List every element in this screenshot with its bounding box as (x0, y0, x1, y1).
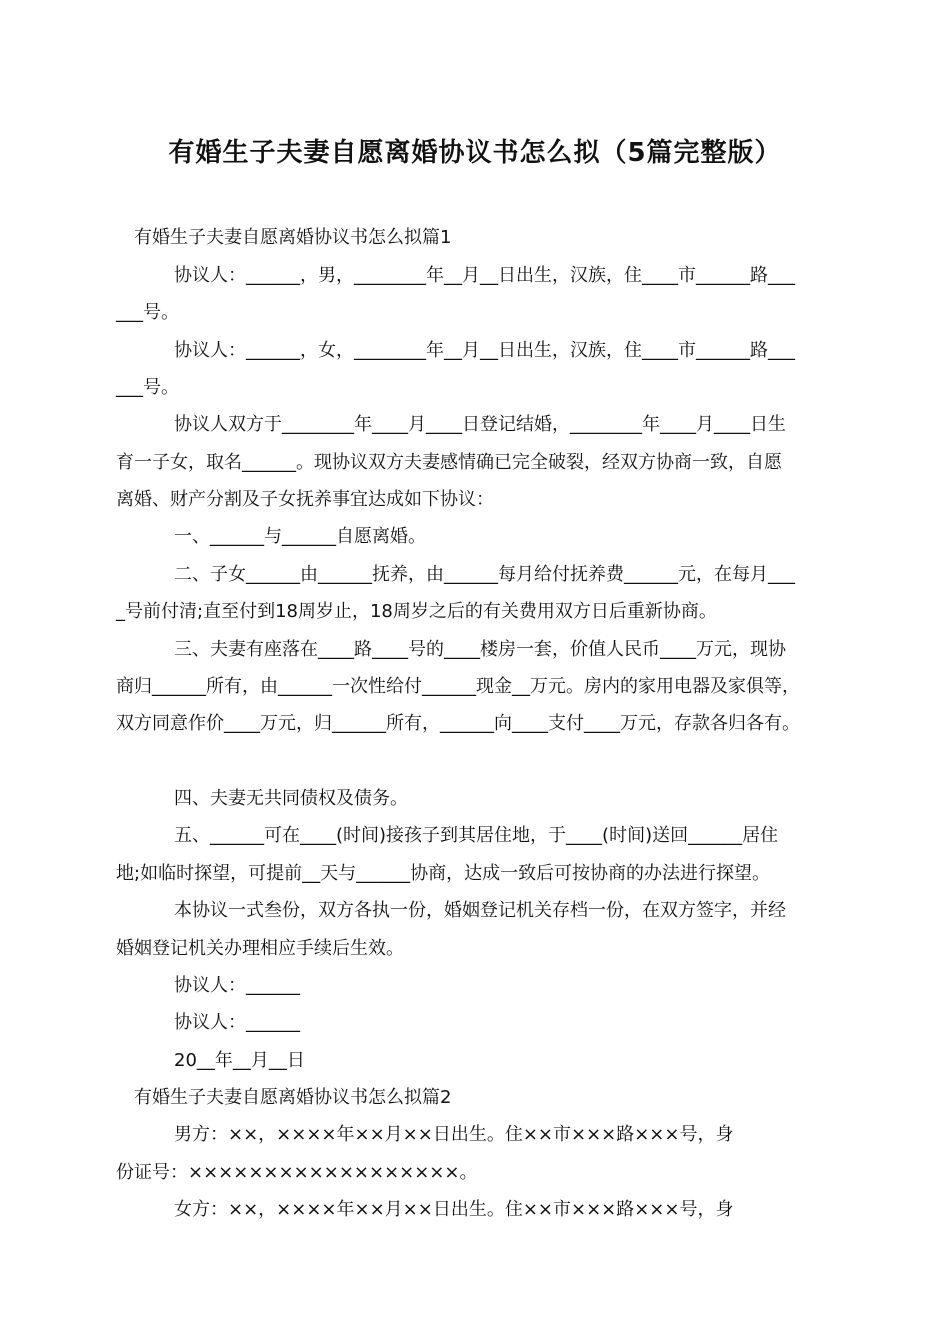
paragraph-line: 本协议一式叁份，双方各执一份，婚姻登记机关存档一份，在双方签字，并经 (174, 900, 786, 921)
section-heading: 有婚生子夫妻自愿离婚协议书怎么拟篇2 (134, 1087, 452, 1108)
party-line-cont: 份证号：××××××××××××××××××。 (116, 1162, 478, 1183)
party-line: 男方：××，××××年××月××日出生。住××市×××路×××号，身 (174, 1124, 734, 1145)
clause-line: 地;如临时探望，可提前__天与______协商，达成一致后可按协商的办法进行探望。 (116, 863, 771, 884)
party-line-cont: ___号。 (116, 377, 179, 398)
clause-line: 双方同意作价____万元，归______所有，______向____支付____万元，存款各归各有。 (116, 713, 800, 734)
clause-line: 四、夫妻无共同债权及债务。 (174, 788, 408, 809)
clause-line: 二、子女______由______抚养，由______每月给付抚养费______元，在每月___ (174, 564, 795, 585)
party-line: 女方：××，××××年××月××日出生。住××市×××路×××号，身 (174, 1199, 734, 1220)
section-heading: 有婚生子夫妻自愿离婚协议书怎么拟篇1 (134, 227, 452, 248)
clause-line: _号前付清;直至付到18周岁止，18周岁之后的有关费用双方日后重新协商。 (116, 601, 717, 622)
signature-line: 协议人：______ (174, 1012, 300, 1033)
paragraph-line: 婚姻登记机关办理相应手续后生效。 (116, 938, 404, 959)
clause-line: 三、夫妻有座落在____路____号的____楼房一套，价值人民币____万元，现协 (174, 639, 786, 660)
document-title: 有婚生子夫妻自愿离婚协议书怎么拟（5篇完整版） (168, 138, 782, 168)
clause-line: 商归______所有，由______一次性给付______现金__万元。房内的家用电器及家俱等， (116, 676, 800, 697)
party-line: 协议人：______，女，________年__月__日出生，汉族，住____市______路___ (174, 340, 795, 361)
party-line: 协议人：______，男，________年__月__日出生，汉族，住____市______路___ (174, 265, 795, 286)
date-line: 20__年__月__日 (174, 1050, 305, 1071)
clause-line: 五、______可在____(时间)接孩子到其居住地，于____(时间)送回______居住 (174, 825, 779, 846)
clause-line: 一、______与______自愿离婚。 (174, 526, 426, 547)
paragraph-line: 离婚、财产分割及子女抚养事宜达成如下协议： (116, 489, 494, 510)
paragraph-line: 协议人双方于________年____月____日登记结婚，________年____月____日生 (174, 414, 786, 435)
party-line-cont: ___号。 (116, 302, 179, 323)
paragraph-line: 育一子女，取名______。现协议双方夫妻感情确已完全破裂，经双方协商一致，自愿 (116, 452, 782, 473)
signature-line: 协议人：______ (174, 975, 300, 996)
